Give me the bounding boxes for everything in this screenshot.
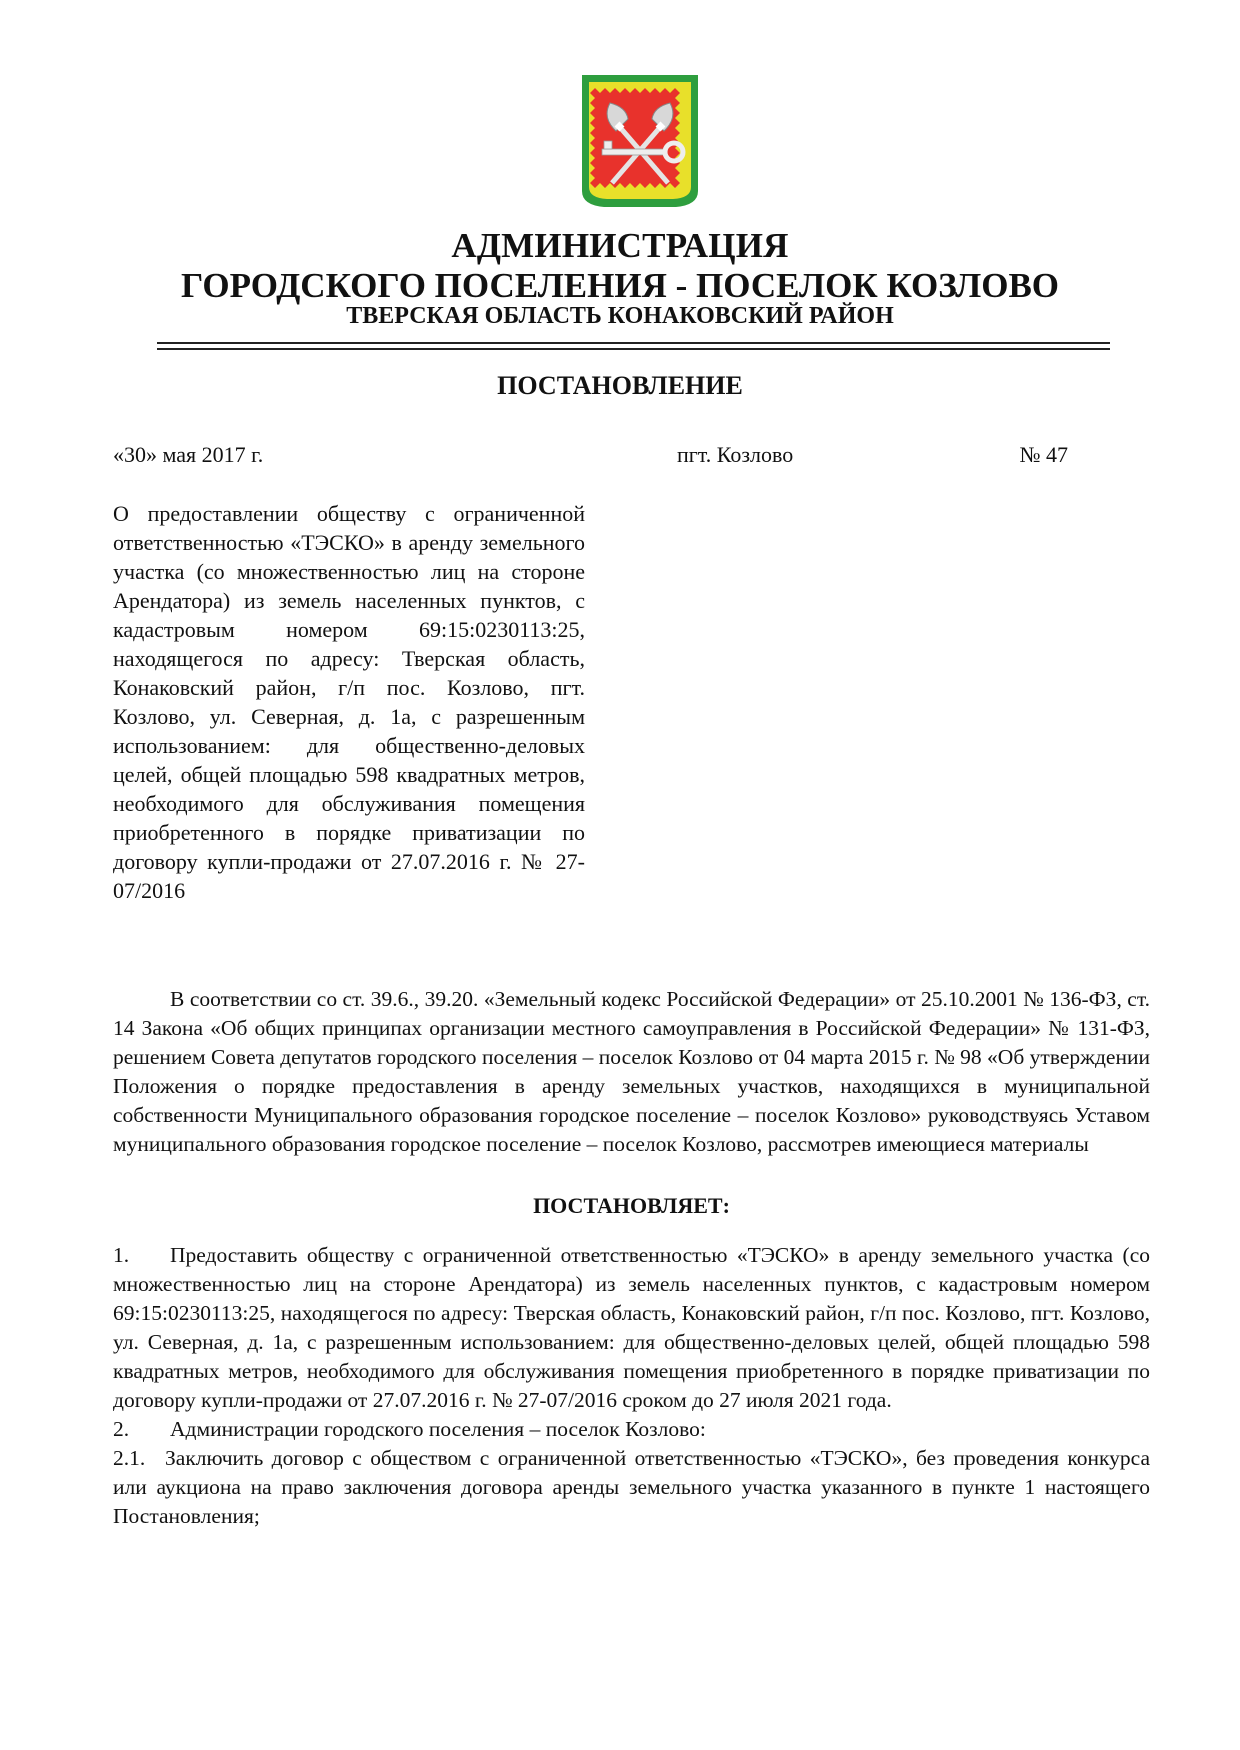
org-title-line1: АДМИНИСТРАЦИЯ	[451, 226, 789, 265]
org-title-line2: ГОРОДСКОГО ПОСЕЛЕНИЯ - ПОСЕЛОК КОЗЛОВО	[180, 266, 1060, 305]
subject-text: О предоставлении обществу с ограниченной ответственностью «ТЭСКО» в аренду земельного участка (со множественностью лиц на стороне Арендатора) из земель населенных пунктов, с кадастровым номером 69:15:0230113:25, находящегося по адресу: Тверская область, Конаковский район, г/п пос. Козлово, пгт. Козлово, ул. Северная, д. 1а, с разрешенным использованием: для общественно-деловых целей, общей площадью 598 квадратных метров, необходимого для обслуживания помещения приобретенного в порядке приватизации по договору купли-продажи от 27.07.2016 г. № 27-07/2016	[113, 501, 585, 903]
document-date: «30» мая 2017 г.	[113, 442, 264, 467]
item-text: Предоставить обществу с ограниченной ответственностью «ТЭСКО» в аренду земельного участка (со множественностью лиц на стороне Арендатора) из земель населенных пунктов, с кадастровым номером 69:15:0230113:25, находящегося по адресу: Тверская область, Конаковский район, г/п пос. Козлово, пгт. Козлово, ул. Северная, д. 1а, с разрешенным использованием: для общественно-деловых целей, общей площадью 598 квадратных метров, необходимого для обслуживания помещения приобретенного в порядке приватизации по договору купли-продажи от 27.07.2016 г. № 27-07/2016 сроком до 27 июля 2021 года.	[113, 1243, 1150, 1412]
document-subject	[113, 499, 585, 905]
document-type-title: ПОСТАНОВЛЕНИЕ	[497, 371, 743, 400]
item-text: Заключить договор с обществом с ограниченной ответственностью «ТЭСКО», без проведения конкурса или аукциона на право заключения договора аренды земельного участка указанного в пункте 1 настоящего Постановления;	[113, 1446, 1150, 1528]
item-number: 2.	[113, 1417, 130, 1441]
preamble-paragraph: В соответствии со ст. 39.6., 39.20. «Земельный кодекс Российской Федерации» от 25.10.2001 № 136-ФЗ, ст. 14 Закона «Об общих принципах организации местного самоуправления в Российской Федерации» № 131-ФЗ, решением Совета депутатов городского поселения – поселок Козлово от 04 марта 2015 г. № 98 «Об утверждении Положения о порядке предоставления в аренду земельных участков, находящихся в муниципальной собственности Муниципального образования городское поселение – поселок Козлово» руководствуясь Уставом муниципального образования городское поселение – поселок Козлово, рассмотрев имеющиеся материалы	[113, 987, 1150, 1156]
coat-of-arms-icon	[580, 73, 700, 219]
item-number: 2.1.	[113, 1446, 146, 1470]
decree-item-2-1	[113, 1444, 1150, 1531]
org-region-line: ТВЕРСКАЯ ОБЛАСТЬ КОНАКОВСКИЙ РАЙОН	[346, 303, 894, 329]
document-place: пгт. Козлово	[677, 442, 794, 467]
double-line-divider	[157, 342, 1110, 350]
decree-heading: ПОСТАНОВЛЯЕТ:	[533, 1193, 730, 1218]
decree-item-1	[113, 1241, 1150, 1415]
item-number: 1.	[113, 1243, 130, 1267]
document-number: № 47	[1019, 442, 1068, 467]
decree-item-2	[113, 1415, 1150, 1444]
document-body	[113, 985, 1150, 1531]
item-text: Администрации городского поселения – поселок Козлово:	[170, 1417, 706, 1441]
document-meta-row	[113, 440, 1150, 470]
